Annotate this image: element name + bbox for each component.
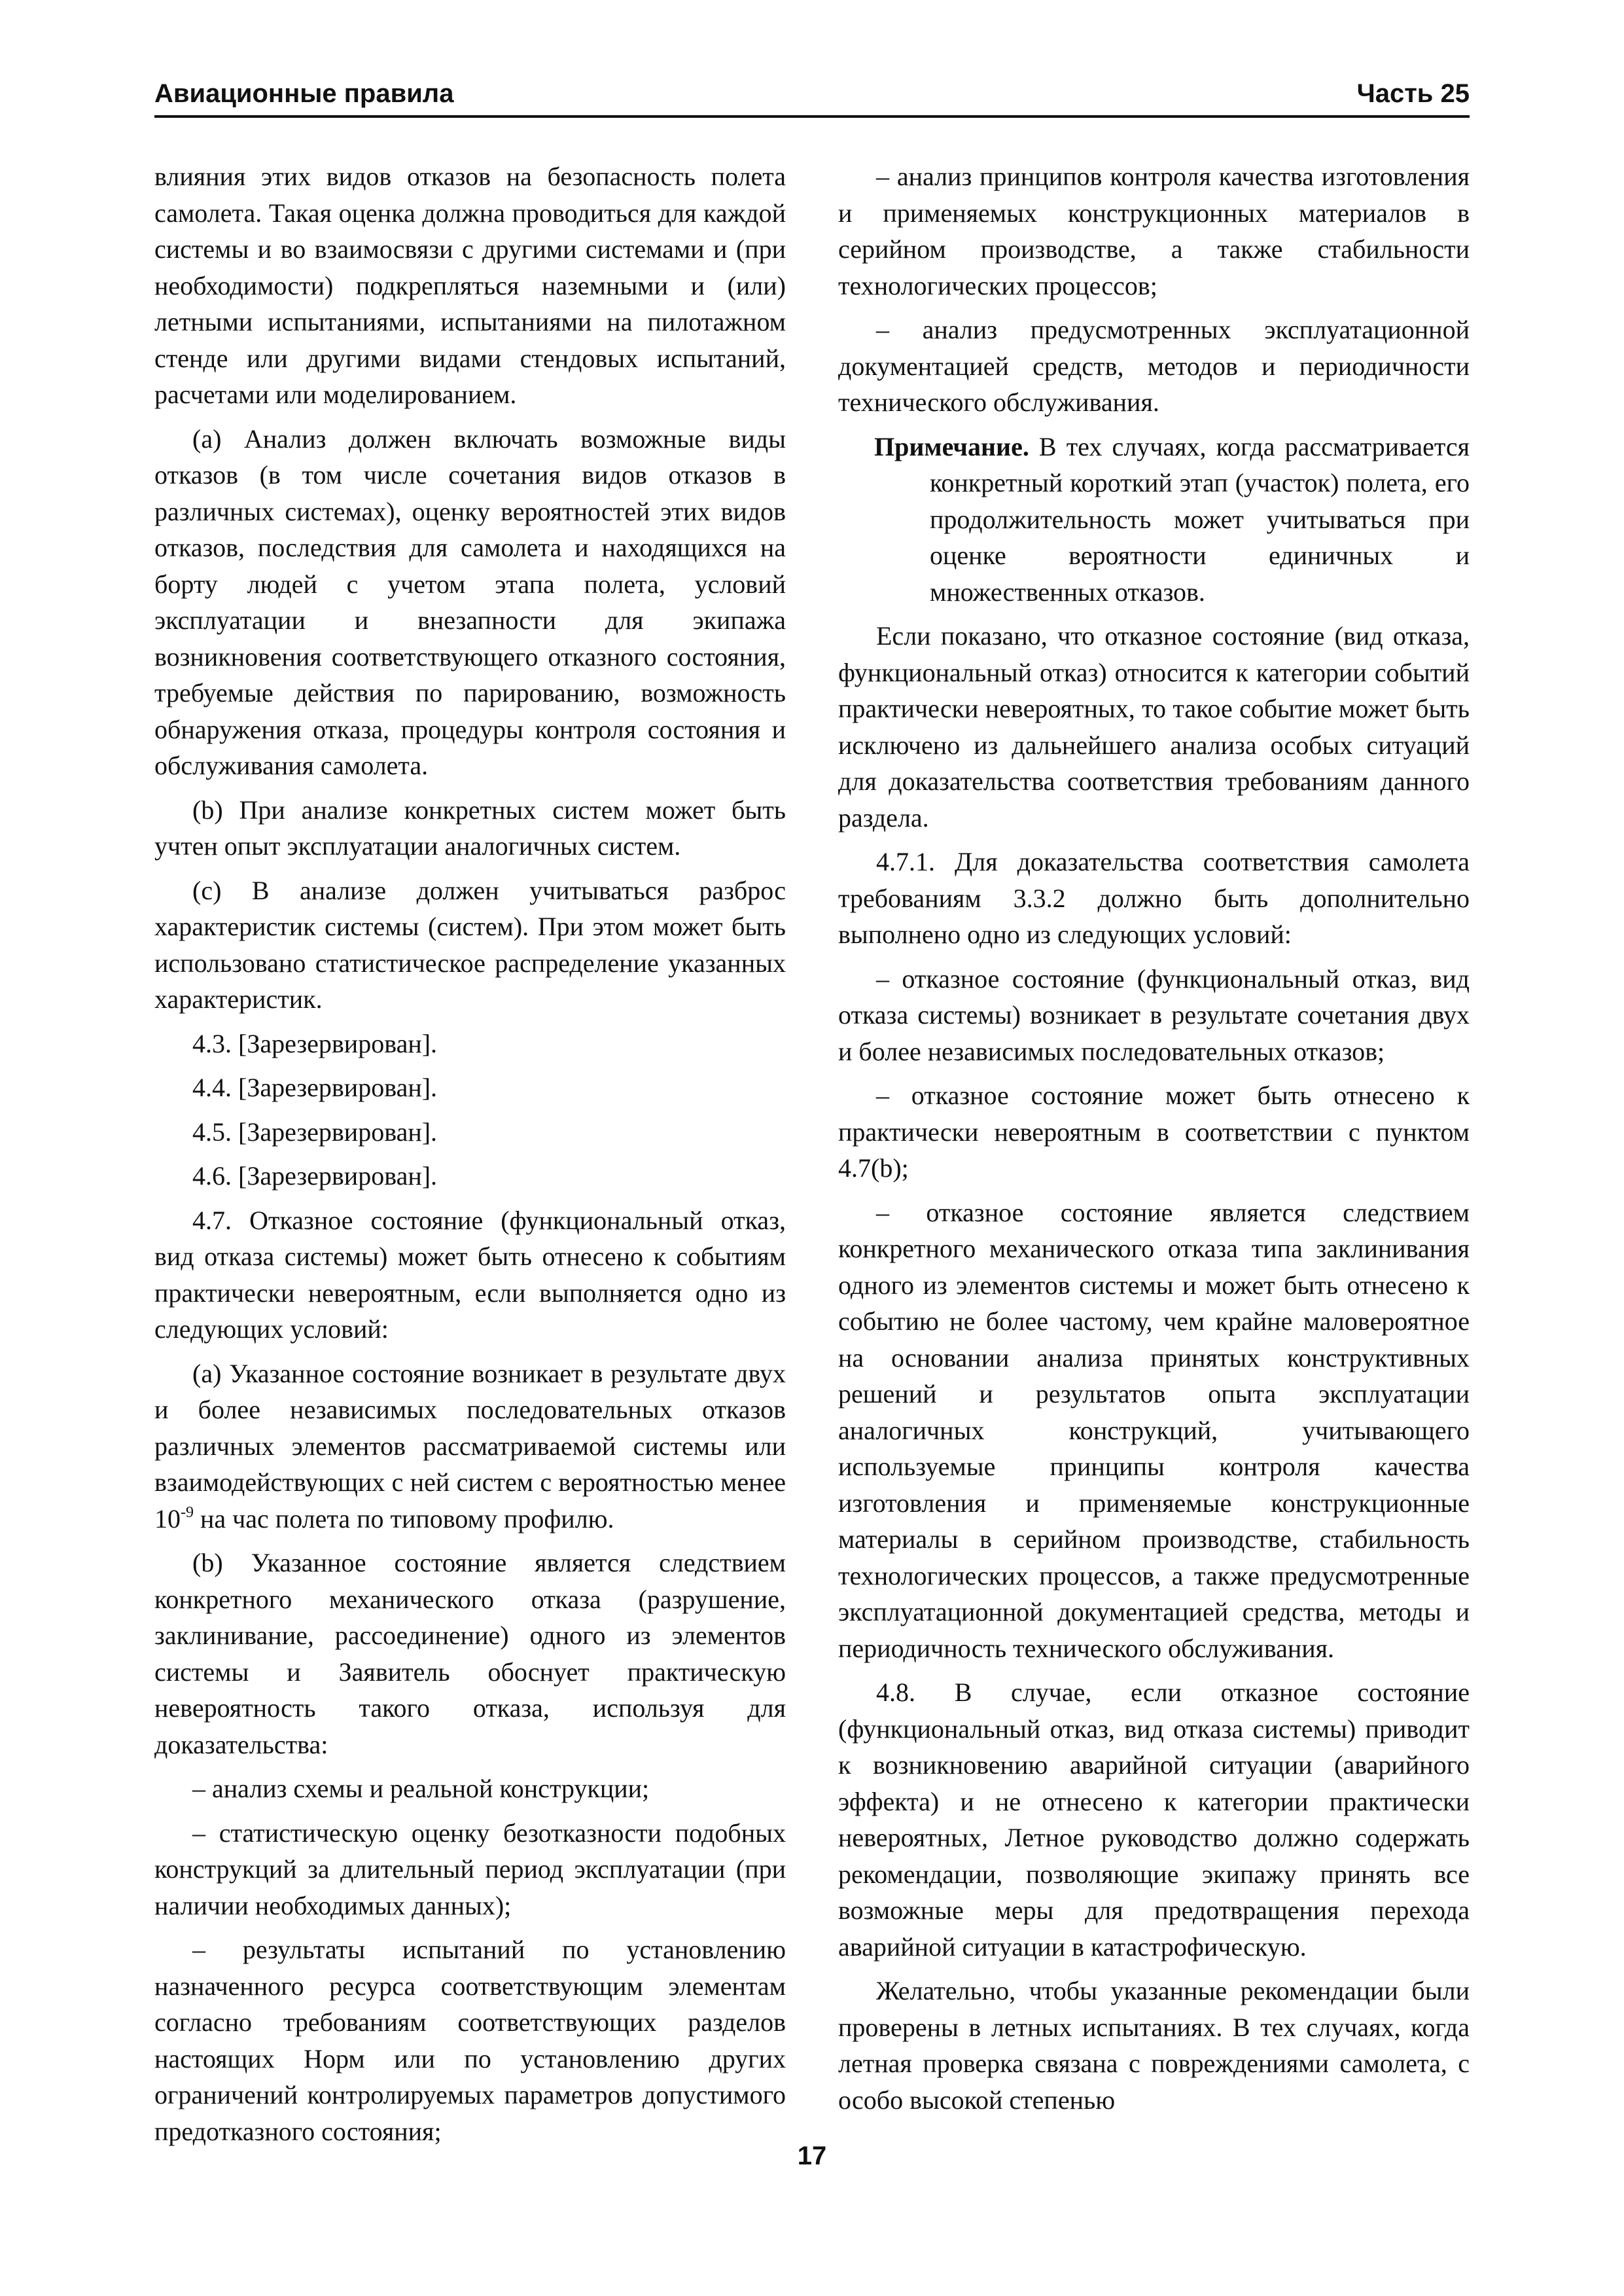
list-item: – отказное состояние может быть отнесено к практически невероятным в соответствии с пунктом 4.7(b); [838,1081,1470,1183]
header-part: Часть 25 [1356,79,1470,108]
section-item: 4.3. [Зарезервирован]. [192,1028,438,1058]
note-label: Примечание. [874,431,1029,461]
section-item: 4.4. [Зарезервирован]. [192,1073,438,1102]
paragraph-with-exponent [154,1355,786,1537]
list-item: – анализ принципов контроля качества изготовления и применяемых конструкционных материалов в серийном производстве, а также стабильности технологических процессов; [838,162,1470,300]
paragraph: 4.7.1. Для доказательства соответствия самолета требованиям 3.3.2 должно быть дополнительно выполнено одно из следующих условий: [838,847,1470,949]
paragraph: 4.7. Отказное состояние (функциональный отказ, вид отказа системы) может быть отнесено к событиям практически невероятным, если выполняется одно из следующих условий: [154,1205,786,1344]
paragraph: (c) В анализе должен учитываться разброс характеристик системы (систем). При этом может быть использовано статистическое распределение указанных характеристик. [154,875,786,1014]
paragraph: (a) Анализ должен включать возможные виды отказов (в том числе сочетания видов отказов в различных системах), оценку вероятностей этих видов отказов, последствия для самолета и находящихся на борту людей с учетом этапа полета, условий эксплуатации и внезапности для экипажа возникновения соответствующего отказного состояния, требуемые действия по парированию, возможность обнаружения отказа, процедуры контроля состояния и обслуживания самолета. [154,423,786,780]
paragraph: Желательно, чтобы указанные рекомендации были проверены в летных испытаниях. В тех случаях, когда летная проверка связана с повреждениями самолета, с особо высокой степенью [838,1976,1470,2115]
header-title: Авиационные правила [154,79,454,108]
section-item: 4.5. [Зарезервирован]. [192,1117,438,1147]
list-item: – результаты испытаний по установлению назначенного ресурса соответствующим элементам согласно требованиям соответствующих разделов настоящих Норм или по установлению других ограничений контролируемых параметров допустимого предотказного состояния; [154,1935,786,2146]
paragraph: Если показано, что отказное состояние (вид отказа, функциональный отказ) относится к категории событий практически невероятных, то такое событие может быть исключено из дальнейшего анализа особых ситуаций для доказательства соответствия требованиям данного раздела. [838,621,1470,833]
list-item: – анализ предусмотренных эксплуатационной документацией средств, методов и периодичности технического обслуживания. [838,315,1470,417]
note-text: В тех случаях, когда рассматривается конкретный короткий этап (участок) полета, его продолжительность может учитываться при оценке вероятности единичных и множественных отказов. [930,431,1470,607]
paragraph: (b) При анализе конкретных систем может быть учтен опыт эксплуатации аналогичных систем. [154,795,786,861]
section-item: 4.6. [Зарезервирован]. [192,1161,438,1191]
right-column [838,158,1470,2126]
list-item: – анализ схемы и реальной конструкции; [192,1774,650,1803]
list-item: – отказное состояние является следствием конкретного механического отказа типа заклинивания одного из элементов системы и может быть отнесено к событию не более частому, чем крайне маловероятное на основании анализа принятых конструктивных решений и результатов опыта эксплуатации аналогичных конструкций, учитывающего используемые принципы контроля качества изготовления и применяемые конструкционные материалы в серийном производстве, стабильность технологических процессов, а также предусмотренные эксплуатационной документацией средства, методы и периодичность технического обслуживания. [838,1197,1470,1663]
paragraph: 4.8. В случае, если отказное состояние (функциональный отказ, вид отказа системы) приводит к возникновению аварийной ситуации (аварийного эффекта) и не отнесено к категории практически невероятных, Летное руководство должно содержать рекомендации, позволяющие экипажу принять все возможные меры для предотвращения перехода аварийной ситуации в катастрофическую. [838,1677,1470,1962]
page-number: 17 [797,2142,827,2170]
paragraph: (b) Указанное состояние является следствием конкретного механического отказа (разрушение, заклинивание, рассоединение) одного из элементов системы и Заявитель обоснует практическую невероятность такого отказа, используя для доказательства: [154,1548,786,1759]
paragraph: влияния этих видов отказов на безопасность полета самолета. Такая оценка должна проводиться для каждой системы и во взаимосвязи с другими системами и (при необходимости) подкрепляться наземными и (или) летными испытаниями, испытаниями на пилотажном стенде или другими видами стендовых испытаний, расчетами или моделированием. [154,162,786,409]
note [838,429,1470,611]
list-item: – отказное состояние (функциональный отказ, вид отказа системы) возникает в результате сочетания двух и более независимых последовательных отказов; [838,963,1470,1066]
running-header [154,73,1470,118]
exponent: -9 [181,1503,194,1521]
paragraph-text: (a) Указанное состояние возникает в результате двух и более независимых последовательных отказов различных элементов рассматриваемой системы или взаимодействующих с ней систем с вероятностью менее 10 [154,1358,786,1534]
paragraph-text: на час полета по типовому профилю. [194,1503,614,1534]
left-column [154,158,786,2157]
list-item: – статистическую оценку безотказности подобных конструкций за длительный период эксплуатации (при наличии необходимых данных); [154,1818,786,1920]
